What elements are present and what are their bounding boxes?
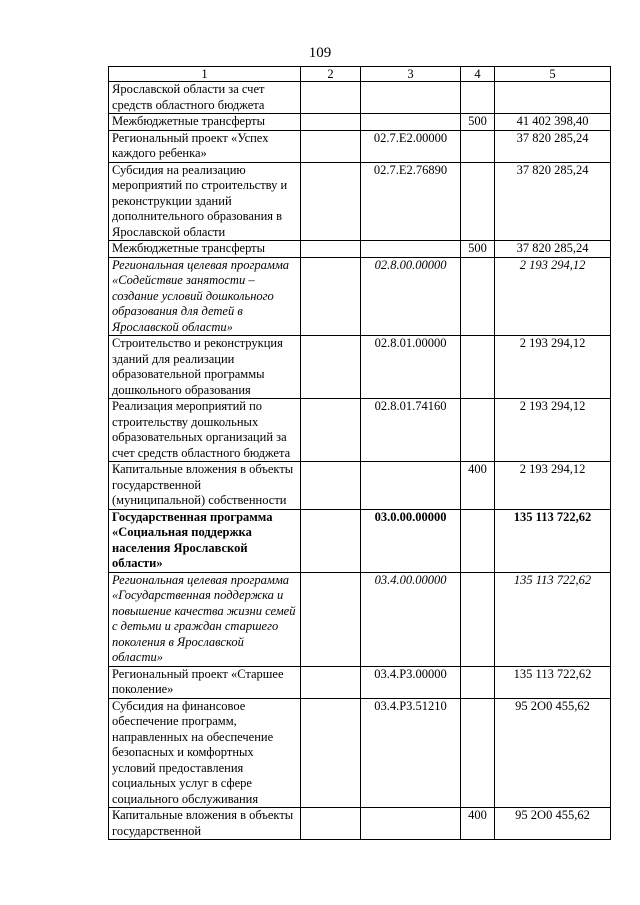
cell-col2: [301, 698, 361, 808]
cell-name: Региональная целевая программа «Государственная поддержка и повышение качества жизни семей с детьми и граждан старшего поколения в Ярославской области»: [109, 572, 301, 666]
table-row: [109, 241, 611, 258]
cell-name: Субсидия на реализацию мероприятий по строительству и реконструкции зданий дополнительного образования в Ярославской области: [109, 162, 301, 241]
table-body: [109, 82, 611, 840]
cell-amount: 95 2О0 455,62: [495, 808, 611, 840]
cell-col2: [301, 399, 361, 462]
cell-col2: [301, 336, 361, 399]
cell-amount: 37 820 285,24: [495, 162, 611, 241]
cell-amount: 41 402 398,40: [495, 114, 611, 131]
cell-name: Государственная программа «Социальная поддержка населения Ярославской области»: [109, 509, 301, 572]
cell-amount: 2 193 294,12: [495, 462, 611, 510]
header-col-5: 5: [495, 67, 611, 82]
cell-col2: [301, 509, 361, 572]
cell-amount: [495, 82, 611, 114]
cell-code: 02.8.00.00000: [361, 257, 461, 336]
table-row: [109, 162, 611, 241]
table-row: [109, 336, 611, 399]
cell-code: [361, 241, 461, 258]
table-row: [109, 257, 611, 336]
cell-type: [461, 572, 495, 666]
cell-code: [361, 462, 461, 510]
table-row: [109, 666, 611, 698]
cell-code: 02.7.Е2.00000: [361, 130, 461, 162]
cell-name: Межбюджетные трансферты: [109, 241, 301, 258]
cell-name: Строительство и реконструкция зданий для реализации образовательной программы дошкольного образования: [109, 336, 301, 399]
cell-type: [461, 509, 495, 572]
cell-type: [461, 82, 495, 114]
cell-col2: [301, 572, 361, 666]
cell-code: 02.7.Е2.76890: [361, 162, 461, 241]
table-row: [109, 399, 611, 462]
cell-type: [461, 336, 495, 399]
cell-type: 500: [461, 241, 495, 258]
cell-amount: 135 113 722,62: [495, 509, 611, 572]
budget-table: [108, 66, 611, 840]
cell-name: Капитальные вложения в объекты государственной (муниципальной) собственности: [109, 462, 301, 510]
table-row: [109, 114, 611, 131]
cell-col2: [301, 241, 361, 258]
cell-name: Региональная целевая программа «Содействие занятости – создание условий дошкольного образования для детей в Ярославской области»: [109, 257, 301, 336]
cell-amount: 2 193 294,12: [495, 336, 611, 399]
cell-type: [461, 399, 495, 462]
cell-type: [461, 162, 495, 241]
cell-name: Реализация мероприятий по строительству дошкольных образовательных организаций за счет средств областного бюджета: [109, 399, 301, 462]
cell-type: [461, 130, 495, 162]
cell-amount: 135 113 722,62: [495, 572, 611, 666]
cell-code: [361, 82, 461, 114]
cell-amount: 2 193 294,12: [495, 399, 611, 462]
page-number: 109: [308, 45, 332, 61]
cell-col2: [301, 82, 361, 114]
cell-col2: [301, 114, 361, 131]
cell-type: [461, 666, 495, 698]
cell-type: 400: [461, 462, 495, 510]
cell-code: 02.8.01.00000: [361, 336, 461, 399]
cell-name: Межбюджетные трансферты: [109, 114, 301, 131]
cell-col2: [301, 130, 361, 162]
cell-amount: 135 113 722,62: [495, 666, 611, 698]
cell-type: [461, 698, 495, 808]
cell-amount: 37 820 285,24: [495, 130, 611, 162]
cell-code: 02.8.01.74160: [361, 399, 461, 462]
cell-amount: 37 820 285,24: [495, 241, 611, 258]
header-col-3: 3: [361, 67, 461, 82]
table-row: [109, 509, 611, 572]
cell-name: Региональный проект «Успех каждого ребенка»: [109, 130, 301, 162]
table-row: [109, 808, 611, 840]
header-col-2: 2: [301, 67, 361, 82]
cell-type: 500: [461, 114, 495, 131]
table-row: [109, 82, 611, 114]
table-row: [109, 130, 611, 162]
table-row: [109, 698, 611, 808]
cell-code: 03.0.00.00000: [361, 509, 461, 572]
cell-name: Капитальные вложения в объекты государственной: [109, 808, 301, 840]
cell-code: [361, 114, 461, 131]
header-row: [109, 67, 611, 82]
cell-name: Ярославской области за счет средств областного бюджета: [109, 82, 301, 114]
cell-type: 400: [461, 808, 495, 840]
header-col-4: 4: [461, 67, 495, 82]
cell-col2: [301, 257, 361, 336]
cell-col2: [301, 808, 361, 840]
cell-type: [461, 257, 495, 336]
header-col-1: 1: [109, 67, 301, 82]
cell-code: 03.4.00.00000: [361, 572, 461, 666]
table-row: [109, 572, 611, 666]
cell-code: 03.4.Р3.51210: [361, 698, 461, 808]
cell-code: 03.4.Р3.00000: [361, 666, 461, 698]
cell-col2: [301, 162, 361, 241]
cell-amount: 95 2О0 455,62: [495, 698, 611, 808]
cell-name: Субсидия на финансовое обеспечение программ, направленных на обеспечение безопасных и комфортных условий предоставления социальных услуг в сфере социального обслуживания: [109, 698, 301, 808]
cell-name: Региональный проект «Старшее поколение»: [109, 666, 301, 698]
cell-col2: [301, 462, 361, 510]
cell-col2: [301, 666, 361, 698]
cell-code: [361, 808, 461, 840]
table-row: [109, 462, 611, 510]
cell-amount: 2 193 294,12: [495, 257, 611, 336]
